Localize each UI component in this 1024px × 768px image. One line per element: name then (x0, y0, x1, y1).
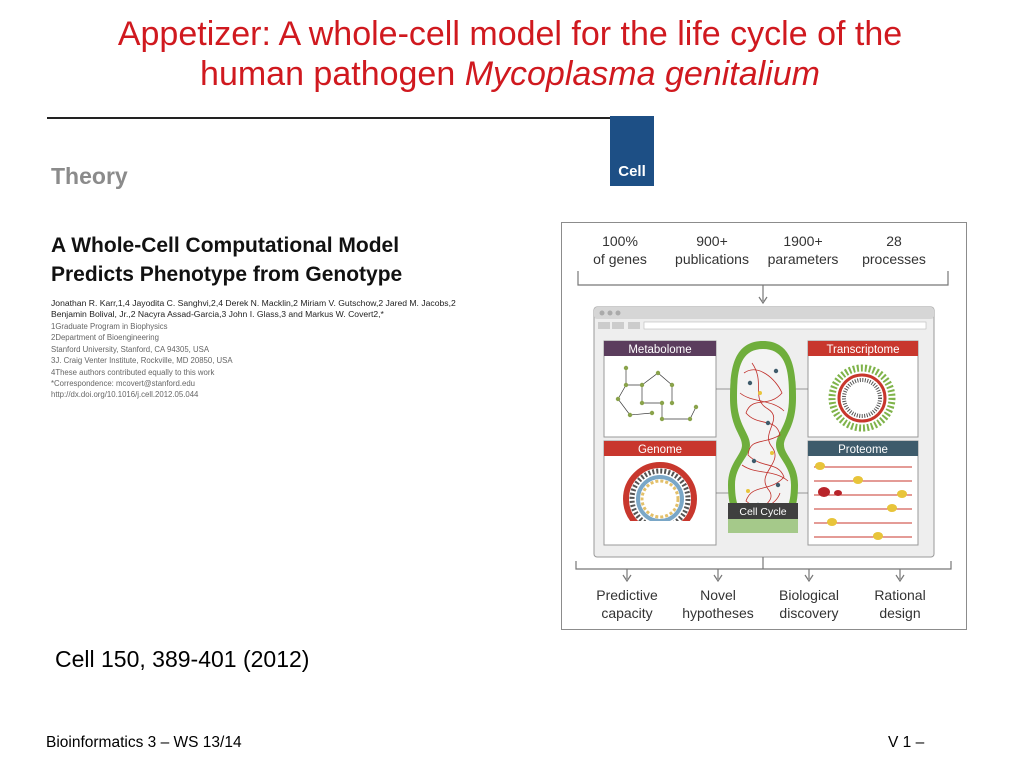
affiliation-line: 3J. Craig Venter Institute, Rockville, MD 20850, USA (51, 356, 233, 366)
address-bar (644, 322, 926, 329)
forward-button-icon (612, 322, 624, 329)
input-value: 1900+ (783, 233, 823, 249)
window-dot-icon (616, 311, 621, 316)
window-dot-icon (608, 311, 613, 316)
output-line-1: Predictive (596, 587, 658, 603)
input-bracket (578, 271, 948, 285)
input-value: 900+ (696, 233, 728, 249)
genome-ring-mask (624, 521, 696, 537)
cell-cycle-label: Cell Cycle (739, 506, 787, 518)
cell-journal-logo: Cell (610, 116, 654, 186)
input-value: 28 (886, 233, 902, 249)
input-label: of genes (593, 251, 647, 267)
cell-cycle-progress (728, 519, 798, 533)
window-dot-icon (600, 311, 605, 316)
back-button-icon (598, 322, 610, 329)
model-window-titlebar (594, 307, 934, 319)
output-line-2: design (879, 605, 921, 621)
paper-affiliations (51, 321, 531, 401)
output-line-1: Novel (700, 587, 736, 603)
input-value: 100% (602, 233, 638, 249)
slide-title-line-1: Appetizer: A whole-cell model for the life cycle of the (117, 15, 903, 53)
paper-section-label: Theory (51, 163, 128, 189)
footer-lecture: V 1 – (888, 734, 925, 751)
output-line-2: discovery (779, 605, 839, 621)
paper-title-line-2: Predicts Phenotype from Genotype (51, 263, 403, 286)
input-label: processes (862, 251, 926, 267)
metabolome-label: Metabolome (628, 344, 692, 356)
slide-title-italic: Mycoplasma genitalium (464, 55, 820, 93)
proteome-label: Proteome (838, 444, 888, 456)
output-line-1: Biological (779, 587, 839, 603)
output-line-1: Rational (874, 587, 926, 603)
affiliation-line: 1Graduate Program in Biophysics (51, 322, 168, 331)
input-label: publications (675, 251, 749, 267)
header-rule (47, 117, 610, 119)
slide-title-plain: human pathogen (200, 55, 465, 93)
transcriptome-label: Transcriptome (826, 344, 900, 356)
graphical-abstract-svg (562, 223, 965, 628)
citation: Cell 150, 389-401 (2012) (55, 646, 310, 672)
paper-authors (51, 298, 551, 321)
slide-title (30, 14, 990, 94)
paper-title-line-1: A Whole-Cell Computational Model (51, 234, 400, 257)
graphical-abstract (561, 222, 967, 630)
authors-line-2: Benjamin Bolival, Jr.,2 Nacyra Assad-Garcia,3 John I. Glass,3 and Markus W. Covert2,* (51, 309, 384, 320)
affiliation-line: *Correspondence: mcovert@stanford.edu (51, 379, 196, 389)
footer-course: Bioinformatics 3 – WS 13/14 (46, 734, 242, 751)
affiliation-line: http://dx.doi.org/10.1016/j.cell.2012.05.044 (51, 390, 199, 400)
authors-line-1: Jonathan R. Karr,1,4 Jayodita C. Sanghvi,2,4 Derek N. Macklin,2 Miriam V. Gutschow,2 Jared M. Jacobs,2 (51, 298, 456, 308)
slide-title-line-2 (30, 54, 990, 94)
paper-title (51, 231, 402, 289)
output-line-2: capacity (601, 605, 653, 621)
genome-label: Genome (637, 444, 683, 456)
output-line-2: hypotheses (682, 605, 754, 621)
affiliation-line: Stanford University, Stanford, CA 94305, USA (51, 344, 210, 354)
output-arrows (623, 569, 904, 581)
affiliation-line: 2Department of Bioengineering (51, 333, 159, 343)
reload-button-icon (628, 322, 640, 329)
input-label: parameters (767, 251, 839, 267)
affiliation-line: 4These authors contributed equally to this work (51, 367, 215, 377)
